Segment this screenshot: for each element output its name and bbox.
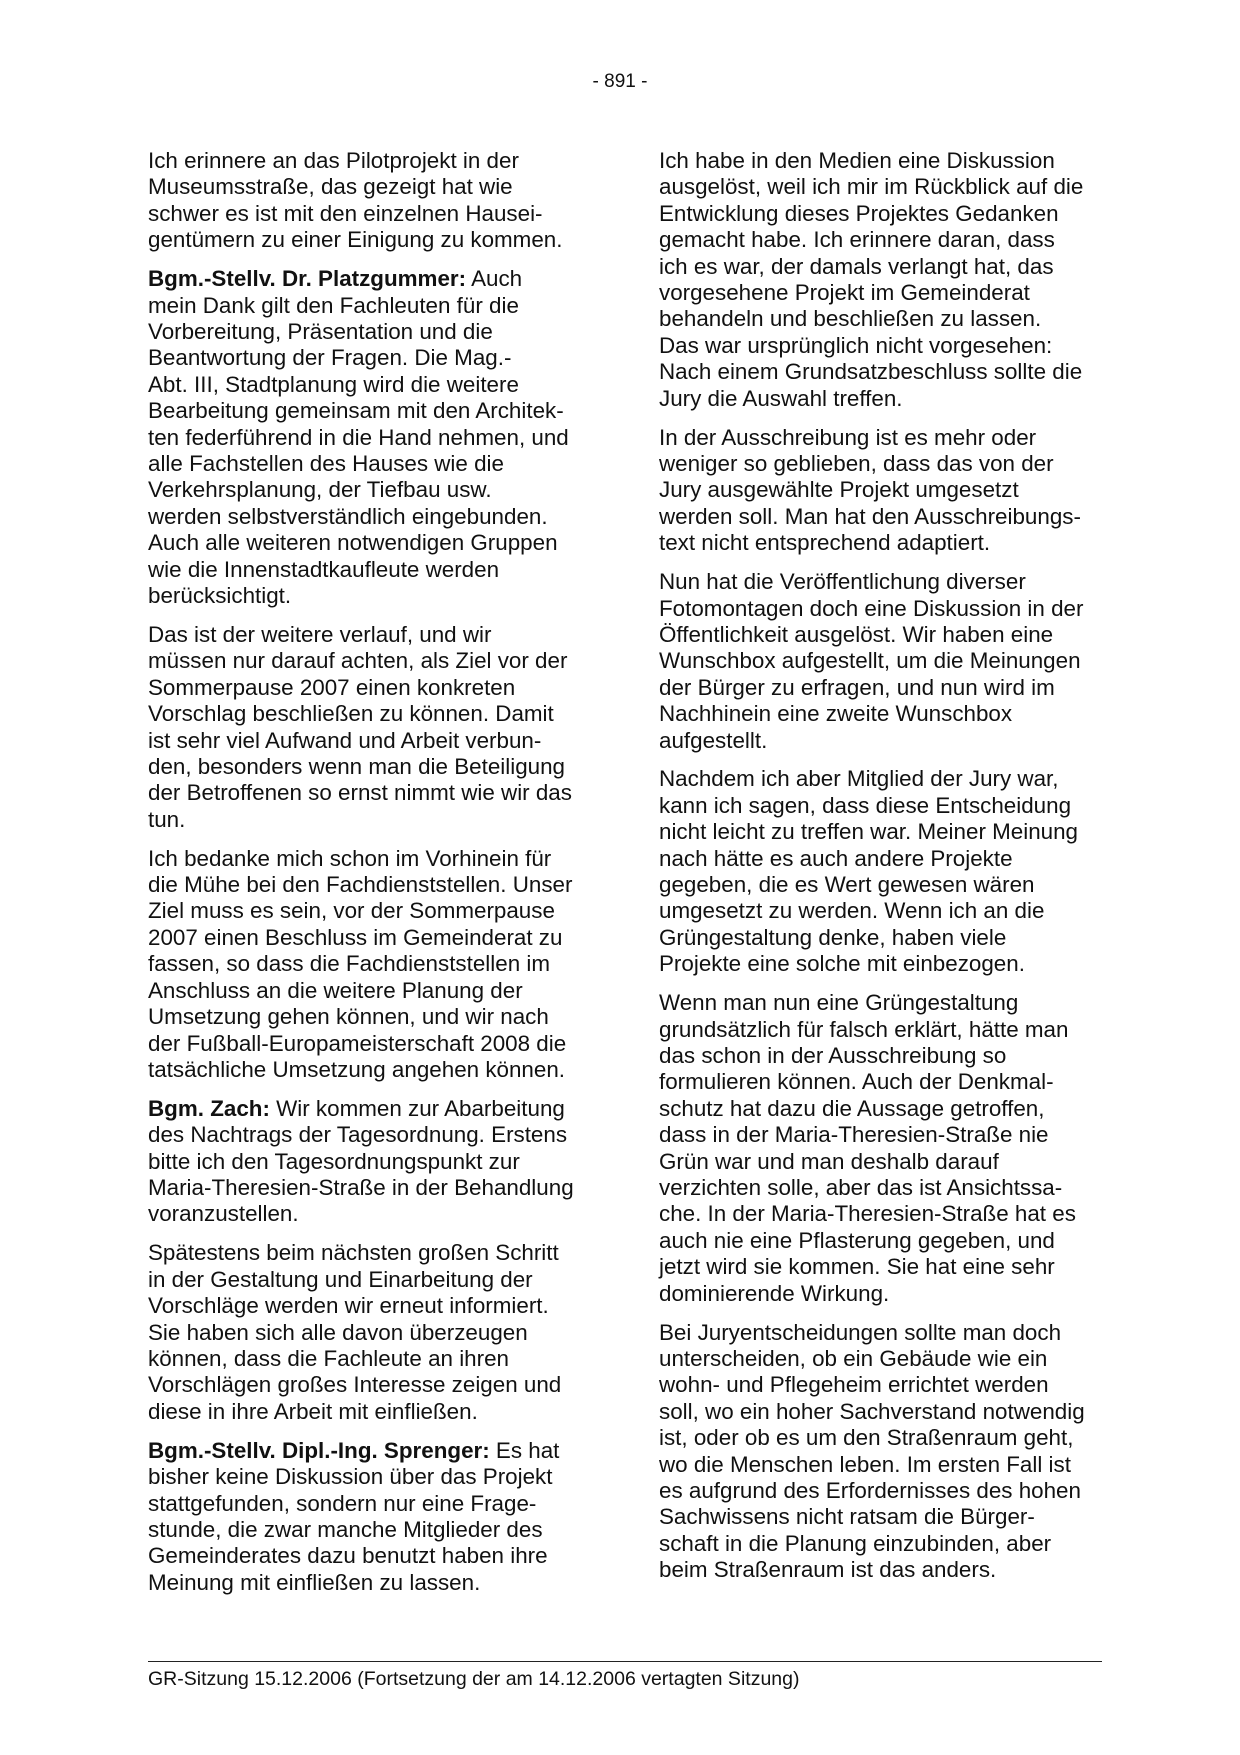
paragraph bbox=[659, 1320, 1109, 1584]
text-line: formulieren können. Auch der Denkmal- bbox=[659, 1069, 1054, 1095]
text-line: Auch alle weiteren notwendigen Gruppen bbox=[148, 530, 558, 556]
text-line: Abt. III, Stadtplanung wird die weitere bbox=[148, 371, 519, 397]
text-line: soll, wo ein hoher Sachverstand notwendig bbox=[659, 1398, 1085, 1424]
text-line: Beantwortung der Fragen. Die Mag.- bbox=[148, 345, 512, 371]
text-line: der Fußball-Europameisterschaft 2008 die bbox=[148, 1030, 567, 1056]
text-line: beim Straßenraum ist das anders. bbox=[659, 1557, 997, 1583]
text-line: Spätestens beim nächsten großen Schritt bbox=[148, 1240, 559, 1266]
text-line: schwer es ist mit den einzelnen Hausei- bbox=[148, 200, 543, 226]
text-line: Grün war und man deshalb darauf bbox=[659, 1148, 999, 1174]
text-line: grundsätzlich für falsch erklärt, hätte man bbox=[659, 1016, 1069, 1042]
text-line: wohn- und Pflegeheim errichtet werden bbox=[659, 1372, 1049, 1398]
text-line: text nicht entsprechend adaptiert. bbox=[659, 530, 991, 556]
text-line: Nachhinein eine zweite Wunschbox bbox=[659, 701, 1013, 727]
text-line: Das war ursprünglich nicht vorgesehen: bbox=[659, 332, 1053, 358]
text-line: Sachwissens nicht ratsam die Bürger- bbox=[659, 1504, 1035, 1530]
text-line: Vorschlag beschließen zu können. Damit bbox=[148, 701, 554, 727]
text-line: mein Dank gilt den Fachleuten für die bbox=[148, 292, 519, 318]
text-line: ist sehr viel Aufwand und Arbeit verbun- bbox=[148, 727, 542, 753]
text-line: können, dass die Fachleute an ihren bbox=[148, 1345, 509, 1371]
text-line: Anschluss an die weitere Planung der bbox=[148, 977, 523, 1003]
paragraph bbox=[659, 569, 1109, 754]
speaker-name: Bgm.-Stellv. Dipl.-Ing. Sprenger: bbox=[148, 1437, 490, 1463]
text-line: Fotomontagen doch eine Diskussion in der bbox=[659, 595, 1084, 621]
text-line: Meinung mit einfließen zu lassen. bbox=[148, 1569, 481, 1595]
left-column bbox=[148, 148, 596, 1609]
text-line: müssen nur darauf achten, als Ziel vor der bbox=[148, 648, 568, 674]
text-line: wo die Menschen leben. Im ersten Fall ist bbox=[659, 1451, 1071, 1477]
speaker-statement-start: Wir kommen zur Abarbeitung bbox=[269, 1095, 565, 1121]
text-line: Wenn man nun eine Grüngestaltung bbox=[659, 990, 1019, 1016]
text-line: Vorbereitung, Präsentation und die bbox=[148, 318, 493, 344]
text-line: kann ich sagen, dass diese Entscheidung bbox=[659, 792, 1072, 818]
text-line: gegeben, die es Wert gewesen wären bbox=[659, 872, 1035, 898]
text-line: behandeln und beschließen zu lassen. bbox=[659, 306, 1042, 332]
text-line: bitte ich den Tagesordnungspunkt zur bbox=[148, 1148, 520, 1174]
text-line: bisher keine Diskussion über das Projekt bbox=[148, 1464, 553, 1490]
text-line: Bei Juryentscheidungen sollte man doch bbox=[659, 1319, 1062, 1345]
text-line: che. In der Maria-Theresien-Straße hat es bbox=[659, 1201, 1076, 1227]
text-line: Öffentlichkeit ausgelöst. Wir haben eine bbox=[659, 621, 1054, 647]
text-line: dass in der Maria-Theresien-Straße nie bbox=[659, 1122, 1049, 1148]
text-line: Maria-Theresien-Straße in der Behandlung bbox=[148, 1175, 574, 1201]
paragraph bbox=[659, 425, 1109, 557]
text-line: nach hätte es auch andere Projekte bbox=[659, 845, 1013, 871]
text-line: alle Fachstellen des Hauses wie die bbox=[148, 450, 504, 476]
text-line: Jury ausgewählte Projekt umgesetzt bbox=[659, 477, 1019, 503]
text-line: Vorschlägen großes Interesse zeigen und bbox=[148, 1372, 562, 1398]
speaker-line bbox=[148, 1096, 596, 1122]
text-line: in der Gestaltung und Einarbeitung der bbox=[148, 1266, 533, 1292]
paragraph bbox=[659, 990, 1109, 1307]
footer-divider bbox=[148, 1661, 1102, 1662]
text-line: Entwicklung dieses Projektes Gedanken bbox=[659, 200, 1059, 226]
speaker-statement-start: Es hat bbox=[489, 1437, 560, 1463]
text-line: Grüngestaltung denke, haben viele bbox=[659, 924, 1007, 950]
right-column bbox=[659, 148, 1109, 1596]
paragraph bbox=[148, 1096, 596, 1228]
text-line: umgesetzt zu werden. Wenn ich an die bbox=[659, 898, 1045, 924]
text-line: gentümern zu einer Einigung zu kommen. bbox=[148, 227, 563, 253]
text-line: Umsetzung gehen können, und wir nach bbox=[148, 1004, 549, 1030]
text-line: stattgefunden, sondern nur eine Frage- bbox=[148, 1490, 537, 1516]
text-line: jetzt wird sie kommen. Sie hat eine sehr bbox=[659, 1254, 1055, 1280]
text-line: Ich habe in den Medien eine Diskussion bbox=[659, 148, 1055, 173]
text-line: ausgelöst, weil ich mir im Rückblick auf die bbox=[659, 174, 1084, 200]
text-line: werden selbstverständlich eingebunden. bbox=[148, 503, 548, 529]
text-line: werden soll. Man hat den Ausschreibungs- bbox=[659, 503, 1081, 529]
text-line: den, besonders wenn man die Beteiligung bbox=[148, 753, 566, 779]
text-line: ich es war, der damals verlangt hat, das bbox=[659, 253, 1054, 279]
speaker-line bbox=[148, 1438, 596, 1464]
text-line: Das ist der weitere verlauf, und wir bbox=[148, 621, 492, 647]
paragraph bbox=[659, 766, 1109, 977]
paragraph bbox=[659, 148, 1109, 412]
paragraph bbox=[148, 1438, 596, 1596]
text-line: ist, oder ob es um den Straßenraum geht, bbox=[659, 1425, 1074, 1451]
text-line: der Bürger zu erfragen, und nun wird im bbox=[659, 674, 1055, 700]
text-line: das schon in der Ausschreibung so bbox=[659, 1043, 1007, 1068]
speaker-statement-start: Auch bbox=[466, 266, 523, 292]
text-line: wie die Innenstadtkaufleute werden bbox=[148, 556, 500, 582]
text-line: Nach einem Grundsatzbeschluss sollte die bbox=[659, 359, 1083, 385]
text-line: Jury die Auswahl treffen. bbox=[659, 385, 903, 411]
text-line: der Betroffenen so ernst nimmt wie wir das bbox=[148, 780, 572, 806]
paragraph bbox=[148, 148, 596, 254]
text-line: Wunschbox aufgestellt, um die Meinungen bbox=[659, 648, 1081, 674]
text-line: gemacht habe. Ich erinnere daran, dass bbox=[659, 227, 1055, 253]
text-line: dominierende Wirkung. bbox=[659, 1280, 890, 1306]
text-line: unterscheiden, ob ein Gebäude wie ein bbox=[659, 1345, 1048, 1371]
text-line: Ich erinnere an das Pilotprojekt in der bbox=[148, 148, 519, 173]
text-line: auch nie eine Pflasterung gegeben, und bbox=[659, 1227, 1055, 1253]
text-line: Museumsstraße, das gezeigt hat wie bbox=[148, 174, 513, 200]
text-line: schutz hat dazu die Aussage getroffen, bbox=[659, 1095, 1045, 1121]
paragraph bbox=[148, 1240, 596, 1425]
text-line: Ich bedanke mich schon im Vorhinein für bbox=[148, 845, 552, 871]
text-line: es aufgrund des Erfordernisses des hohen bbox=[659, 1478, 1081, 1503]
text-line: tun. bbox=[148, 806, 186, 832]
text-line: vorgesehene Projekt im Gemeinderat bbox=[659, 280, 1030, 306]
text-line: weniger so geblieben, dass das von der bbox=[659, 450, 1054, 476]
page-number: - 891 - bbox=[592, 71, 648, 92]
text-line: die Mühe bei den Fachdienststellen. Unser bbox=[148, 872, 573, 898]
text-line: schaft in die Planung einzubinden, aber bbox=[659, 1530, 1052, 1556]
speaker-line bbox=[148, 266, 596, 292]
text-line: aufgestellt. bbox=[659, 727, 768, 753]
text-line: verzichten solle, aber das ist Ansichtssa- bbox=[659, 1175, 1063, 1201]
text-line: Nachdem ich aber Mitglied der Jury war, bbox=[659, 766, 1059, 792]
text-line: ten federführend in die Hand nehmen, und bbox=[148, 424, 569, 450]
paragraph bbox=[148, 622, 596, 833]
text-line: tatsächliche Umsetzung angehen können. bbox=[148, 1056, 565, 1082]
text-line: berücksichtigt. bbox=[148, 583, 292, 608]
text-line: voranzustellen. bbox=[148, 1201, 299, 1227]
text-line: Nun hat die Veröffentlichung diverser bbox=[659, 569, 1026, 595]
text-line: stunde, die zwar manche Mitglieder des bbox=[148, 1516, 543, 1542]
text-line: diese in ihre Arbeit mit einfließen. bbox=[148, 1398, 478, 1424]
paragraph bbox=[148, 846, 596, 1084]
text-line: nicht leicht zu treffen war. Meiner Meinung bbox=[659, 819, 1079, 845]
text-line: Vorschläge werden wir erneut informiert. bbox=[148, 1293, 549, 1319]
footer-session-info: GR-Sitzung 15.12.2006 (Fortsetzung der am 14.12.2006 vertagten Sitzung) bbox=[148, 1668, 800, 1690]
text-line: Verkehrsplanung, der Tiefbau usw. bbox=[148, 477, 492, 503]
text-line: Sie haben sich alle davon überzeugen bbox=[148, 1319, 528, 1345]
text-line: des Nachtrags der Tagesordnung. Erstens bbox=[148, 1122, 568, 1148]
text-line: Sommerpause 2007 einen konkreten bbox=[148, 674, 516, 700]
paragraph bbox=[148, 266, 596, 609]
text-line: Bearbeitung gemeinsam mit den Architek- bbox=[148, 398, 564, 424]
text-line: Projekte eine solche mit einbezogen. bbox=[659, 951, 1025, 977]
text-line: 2007 einen Beschluss im Gemeinderat zu bbox=[148, 924, 563, 950]
text-line: In der Ausschreibung ist es mehr oder bbox=[659, 424, 1037, 450]
text-line: fassen, so dass die Fachdienststellen im bbox=[148, 951, 550, 977]
speaker-name: Bgm.-Stellv. Dr. Platzgummer: bbox=[148, 266, 467, 292]
speaker-name: Bgm. Zach: bbox=[148, 1095, 270, 1121]
text-line: Gemeinderates dazu benutzt haben ihre bbox=[148, 1543, 548, 1569]
text-line: Ziel muss es sein, vor der Sommerpause bbox=[148, 898, 555, 924]
